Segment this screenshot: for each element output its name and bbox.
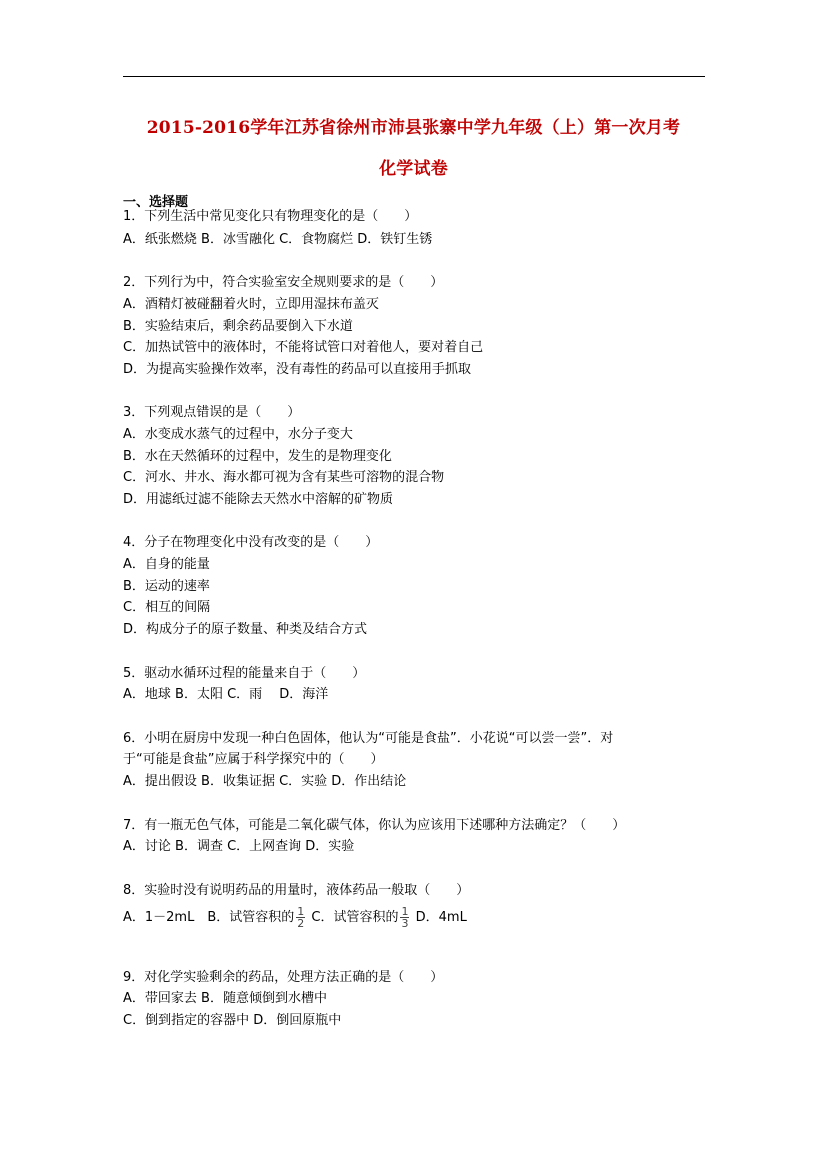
question-4-option-b: B．运动的速率 (123, 579, 210, 594)
fraction-one-third: $\frac{1}{3}$ (401, 905, 409, 930)
question-3-option-c: C．河水、井水、海水都可视为含有某些可溶物的混合物 (123, 470, 445, 485)
question-2-stem: 2．下列行为中，符合实验室安全规则要求的是（ ） (123, 275, 444, 290)
question-1-options: A．纸张燃烧 B．冰雪融化 C．食物腐烂 D．铁钉生锈 (123, 232, 433, 247)
page-subtitle: 化学试卷 (379, 159, 448, 179)
question-5-options: A．地球 B．太阳 C．雨 D．海洋 (123, 687, 329, 702)
question-2-option-b: B．实验结束后，剩余药品要倒入下水道 (123, 319, 353, 334)
question-6-stem-continued: 于“可能是食盐”应属于科学探究中的（ ） (123, 752, 384, 767)
question-3-option-d: D．用滤纸过滤不能除去天然水中溶解的矿物质 (123, 492, 394, 507)
question-8-options (123, 906, 467, 929)
question-9-options-ab: A．带回家去 B．随意倾倒到水槽中 (123, 991, 327, 1006)
page-title: 2015-2016学年江苏省徐州市沛县张寨中学九年级（上）第一次月考 (146, 118, 681, 138)
question-2-option-a: A．酒精灯被碰翻着火时，立即用湿抹布盖灭 (123, 297, 379, 312)
question-4-option-d: D．构成分子的原子数量、种类及结合方式 (123, 622, 368, 637)
question-1-stem: 1．下列生活中常见变化只有物理变化的是（ ） (123, 209, 418, 224)
header-rule (123, 76, 705, 77)
question-3-option-b: B．水在天然循环的过程中，发生的是物理变化 (123, 449, 392, 464)
question-4-stem: 4．分子在物理变化中没有改变的是（ ） (123, 535, 379, 550)
question-4-option-a: A．自身的能量 (123, 557, 210, 572)
section-heading: 一、选择题 (123, 195, 189, 210)
question-6-options: A．提出假设 B．收集证据 C．实验 D．作出结论 (123, 774, 407, 789)
question-9-stem: 9．对化学实验剩余的药品，处理方法正确的是（ ） (123, 970, 444, 985)
question-8-stem: 8．实验时没有说明药品的用量时，液体药品一般取（ ） (123, 883, 470, 898)
question-8-option-d: D．4mL (415, 910, 467, 925)
question-8-option-c: C．试管容积的 (311, 910, 399, 925)
question-8-option-a-b: A．1－2mL B．试管容积的 (123, 910, 295, 925)
question-3-stem: 3．下列观点错误的是（ ） (123, 405, 301, 420)
question-7-stem: 7．有一瓶无色气体，可能是二氧化碳气体，你认为应该用下述哪种方法确定？（ ） (123, 818, 626, 833)
question-5-stem: 5．驱动水循环过程的能量来自于（ ） (123, 666, 366, 681)
question-2-option-d: D．为提高实验操作效率，没有毒性的药品可以直接用手抓取 (123, 362, 472, 377)
question-3-option-a: A．水变成水蒸气的过程中，水分子变大 (123, 427, 353, 442)
question-6-stem: 6．小明在厨房中发现一种白色固体，他认为“可能是食盐”．小花说“可以尝一尝”．对 (123, 731, 614, 746)
question-2-option-c: C．加热试管中的液体时，不能将试管口对着他人，要对着自己 (123, 340, 484, 355)
question-4-option-c: C．相互的间隔 (123, 600, 211, 615)
fraction-one-half: $\frac{1}{2}$ (297, 905, 305, 930)
question-9-options-cd: C．倒到指定的容器中 D．倒回原瓶中 (123, 1013, 342, 1028)
question-7-options: A．讨论 B．调查 C．上网查询 D．实验 (123, 839, 355, 854)
